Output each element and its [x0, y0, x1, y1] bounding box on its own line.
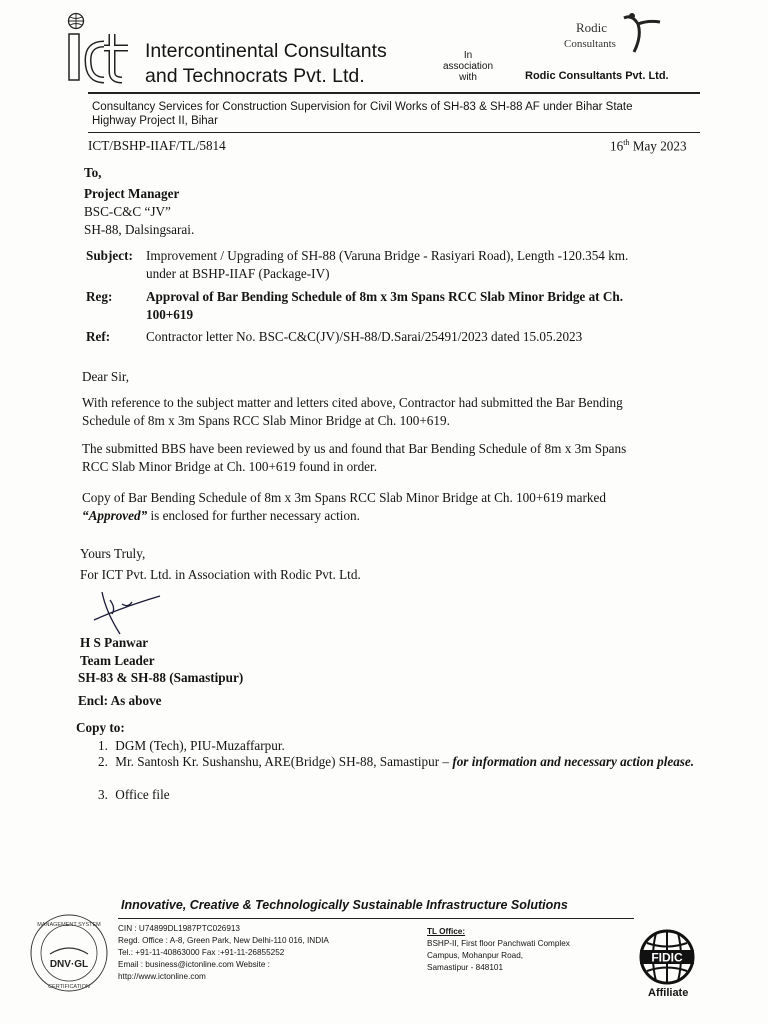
svg-text:DNV·GL: DNV·GL: [49, 959, 89, 970]
copy-to-text: Mr. Santosh Kr. Sushanshu, ARE(Bridge) SH-88, Samastipur –: [115, 754, 453, 769]
services-line2: Highway Project II, Bihar: [92, 115, 218, 127]
reg-label: Reg:: [86, 289, 113, 304]
services-line1: Consultancy Services for Construction Supervision for Civil Works of SH-83 & SH-88 AF under Bihar State: [92, 101, 633, 113]
tl-office-line2: Campus, Mohanpur Road,: [427, 951, 524, 960]
association-line3: with: [459, 72, 477, 83]
fidic-affiliate-caption: Affiliate: [648, 987, 689, 999]
copy-to-number: 3.: [98, 787, 108, 802]
dnv-gl-certification-seal: [28, 912, 110, 994]
ict-logo: [60, 8, 136, 84]
ref-text: Contractor letter No. BSC-C&C(JV)/SH-88/D.Sarai/25491/2023 dated 15.05.2023: [146, 329, 583, 344]
approved-emphasis: “Approved”: [82, 508, 148, 523]
copy-to-item: [98, 786, 170, 804]
tl-office-title: TL Office:: [427, 927, 466, 936]
copy-to-emphasis: for information and necessary action please.: [452, 754, 695, 769]
subject-label: Subject:: [86, 248, 133, 263]
footer-registered-office: [118, 923, 329, 983]
recipient-title: Project Manager: [84, 186, 180, 201]
svg-text:Consultants: Consultants: [564, 38, 616, 50]
footer-tl-office: [427, 926, 570, 974]
date-suffix: th: [623, 138, 630, 147]
paragraph-2-line2: RCC Slab Minor Bridge at Ch. 100+619 found in order.: [82, 459, 377, 474]
signatory-role: Team Leader: [80, 653, 155, 668]
tl-office-line3: Samastipur - 848101: [427, 963, 504, 972]
footer-website: http://www.ictonline.com: [118, 972, 206, 981]
to-label: To,: [84, 165, 102, 180]
signatory-project: SH-83 & SH-88 (Samastipur): [78, 670, 244, 685]
date-day: 16: [610, 138, 624, 154]
paragraph-3-rest: is enclosed for further necessary action.: [147, 508, 360, 523]
paragraph-1-line1: With reference to the subject matter and letters cited above, Contractor had submitted the Bar Bending: [82, 395, 623, 410]
services-rule: [88, 132, 700, 133]
copy-to-number: 1.: [98, 738, 108, 753]
subject-line1: Improvement / Upgrading of SH-88 (Varuna Bridge - Rasiyari Road), Length -120.354 km.: [146, 248, 629, 263]
header-rule: [88, 92, 700, 94]
fidic-logo: [636, 928, 698, 986]
handwritten-signature: [90, 590, 162, 636]
paragraph-3-line2: [82, 507, 697, 525]
partner-name: Rodic Consultants Pvt. Ltd.: [525, 70, 669, 82]
recipient-org: BSC-C&C “JV”: [84, 204, 171, 219]
copy-to-number: 2.: [98, 754, 108, 769]
svg-text:CERTIFICATION: CERTIFICATION: [48, 984, 90, 990]
svg-text:Rodic: Rodic: [576, 20, 608, 35]
company-name-line1: Intercontinental Consultants: [145, 40, 387, 62]
salutation: Dear Sir,: [82, 369, 130, 384]
footer-tel: Tel.: +91-11-40863000 Fax :+91-11-26855252: [118, 948, 285, 957]
copy-to-text: DGM (Tech), PIU-Muzaffarpur.: [115, 738, 285, 753]
company-name-line2: and Technocrats Pvt. Ltd.: [145, 65, 365, 87]
date-rest: May 2023: [629, 138, 687, 154]
footer-regd-office: Regd. Office : A-8, Green Park, New Delhi-110 016, INDIA: [118, 936, 329, 945]
signatory-name: H S Panwar: [80, 635, 149, 650]
closing: Yours Truly,: [80, 546, 146, 561]
reg-line1: Approval of Bar Bending Schedule of 8m x 3m Spans RCC Slab Minor Bridge at Ch.: [146, 289, 624, 304]
reg-line2: 100+619: [146, 307, 194, 322]
footer-tagline: Innovative, Creative & Technologically Sustainable Infrastructure Solutions: [121, 898, 568, 912]
rodic-logo: [560, 10, 665, 60]
footer-email: Email : business@ictonline.com Website :: [118, 960, 270, 969]
subject-line2: under at BSHP-IIAF (Package-IV): [146, 266, 330, 281]
association-line2: association: [442, 61, 494, 72]
reference-number: ICT/BSHP-IIAF/TL/5814: [88, 138, 226, 153]
company-name: [145, 39, 387, 89]
copy-to-item: [98, 753, 698, 771]
paragraph-1-line2: Schedule of 8m x 3m Spans RCC Slab Minor Bridge at Ch. 100+619.: [82, 413, 450, 428]
ref-label: Ref:: [86, 329, 111, 344]
copy-to-text: Office file: [115, 787, 170, 802]
reg-text: [146, 288, 691, 324]
association-line1: In: [463, 50, 473, 61]
paragraph-3-line1: Copy of Bar Bending Schedule of 8m x 3m Spans RCC Slab Minor Bridge at Ch. 100+619 marked: [82, 490, 606, 505]
tl-office-line1: BSHP-II, First floor Panchwati Complex: [427, 939, 570, 948]
copy-to-label: Copy to:: [76, 720, 125, 735]
paragraph-1: [82, 394, 697, 430]
services-description: [92, 100, 692, 128]
enclosure: Encl: As above: [78, 693, 162, 708]
fidic-text: FIDIC: [651, 950, 683, 965]
letter-date: [610, 134, 687, 155]
paragraph-3: [82, 489, 697, 525]
paragraph-2-line1: The submitted BBS have been reviewed by us and found that Bar Bending Schedule of 8m x 3m Spans: [82, 441, 627, 456]
paragraph-2: [82, 440, 697, 476]
svg-text:MANAGEMENT SYSTEM: MANAGEMENT SYSTEM: [37, 922, 101, 928]
footer-cin: CIN : U74899DL1987PTC026913: [118, 924, 240, 933]
subject-text: [146, 247, 701, 283]
recipient-place: SH-88, Dalsingsarai.: [84, 222, 195, 237]
for-line: For ICT Pvt. Ltd. in Association with Rodic Pvt. Ltd.: [80, 567, 361, 582]
association-note: [436, 50, 500, 83]
footer-rule: [118, 918, 634, 919]
